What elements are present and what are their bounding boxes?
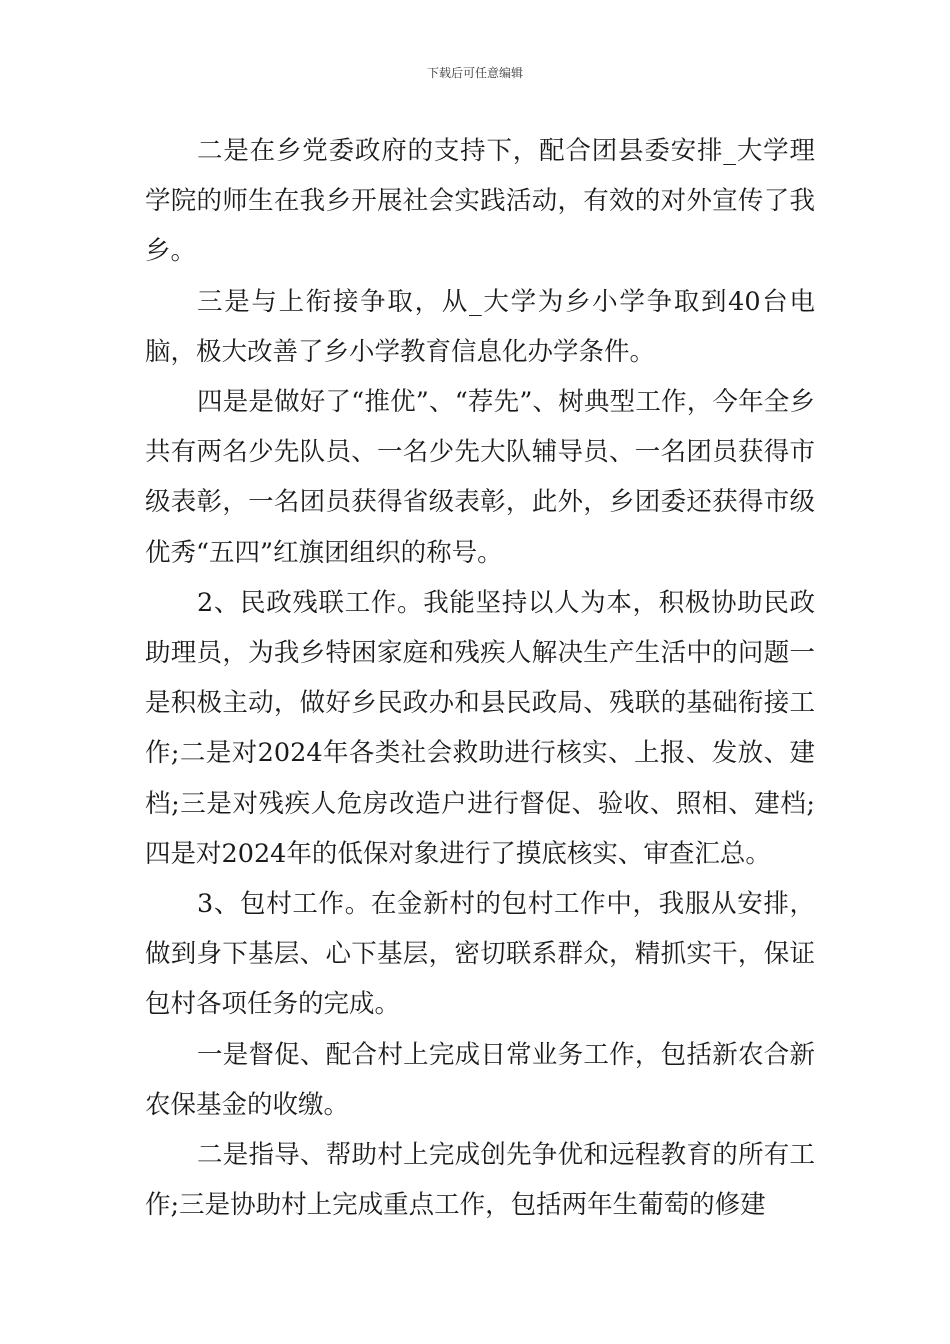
page-header-note: 下载后可任意编辑 <box>426 66 523 80</box>
paragraph-6: 一是督促、配合村上完成日常业务工作，包括新农合新农保基金的收缴。 <box>145 1039 815 1120</box>
paragraph-7: 二是指导、帮助村上完成创先争优和远程教育的所有工作;三是协助村上完成重点工作，包括两年生葡萄的修建 <box>145 1140 815 1221</box>
document-body <box>145 126 815 1230</box>
paragraph-3: 四是是做好了“推优”、“荐先”、树典型工作，今年全乡共有两名少先队员、一名少先大队辅导员、一名团员获得市级表彰，一名团员获得省级表彰，此外，乡团委还获得市级优秀“五四”红旗团组织的称号。 <box>145 387 815 568</box>
paragraph-1: 二是在乡党委政府的支持下，配合团县委安排_大学理学院的师生在我乡开展社会实践活动，有效的对外宣传了我乡。 <box>145 136 815 267</box>
paragraph-2: 三是与上衔接争取，从_大学为乡小学争取到40台电脑，极大改善了乡小学教育信息化办学条件。 <box>145 286 815 367</box>
paragraph-5: 3、包村工作。在金新村的包村工作中，我服从安排，做到身下基层、心下基层，密切联系群众，精抓实干，保证包村各项任务的完成。 <box>145 889 815 1020</box>
paragraph-4: 2、民政残联工作。我能坚持以人为本，积极协助民政助理员，为我乡特困家庭和残疾人解决生产生活中的问题一是积极主动，做好乡民政办和县民政局、残联的基础衔接工作;二是对2024年各类社会救助进行核实、上报、发放、建档;三是对残疾人危房改造户进行督促、验收、照相、建档;四是对2024年的低保对象进行了摸底核实、审查汇总。 <box>145 587 815 869</box>
